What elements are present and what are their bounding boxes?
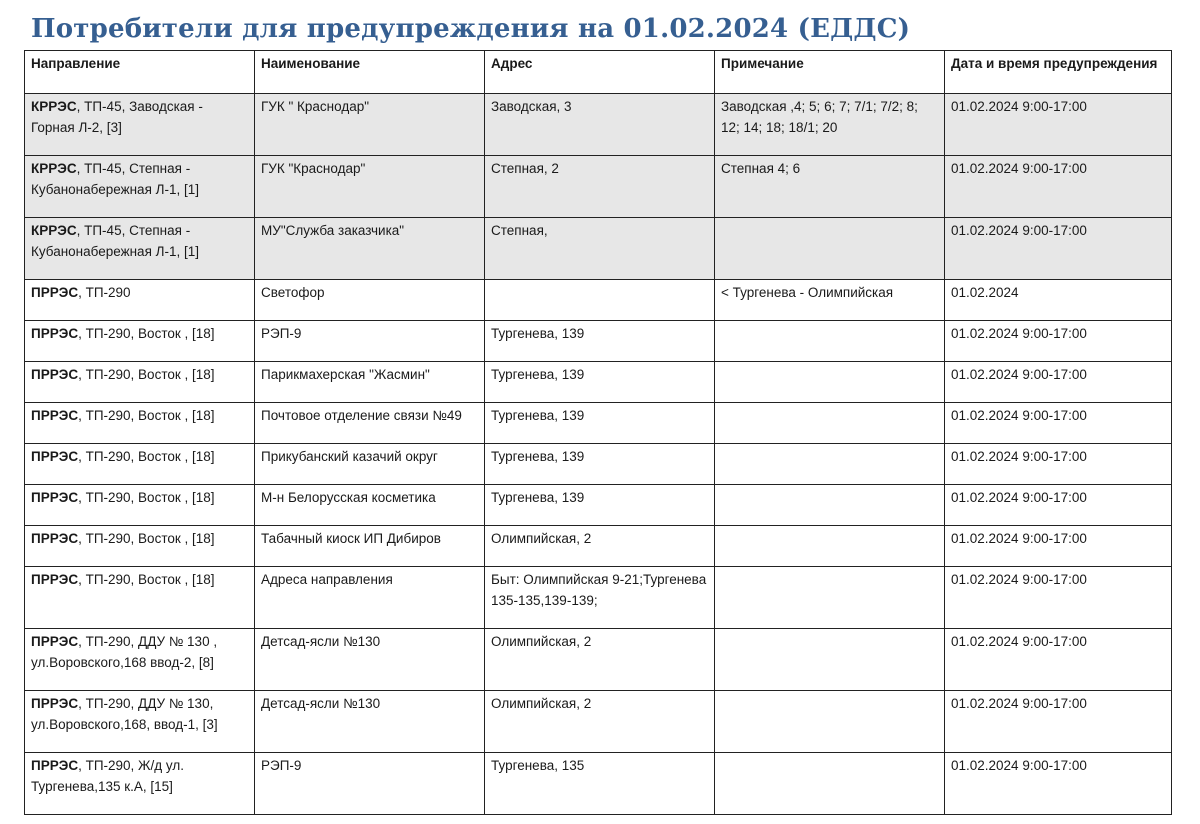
cell-note bbox=[715, 753, 945, 815]
cell-direction bbox=[25, 321, 255, 362]
cell-direction bbox=[25, 526, 255, 567]
cell-name: Почтовое отделение связи №49 bbox=[255, 403, 485, 444]
direction-code: ПРРЭС bbox=[31, 367, 79, 382]
table-row bbox=[25, 156, 1172, 218]
cell-address: Тургенева, 139 bbox=[485, 321, 715, 362]
cell-datetime: 01.02.2024 9:00-17:00 bbox=[945, 94, 1172, 156]
cell-datetime: 01.02.2024 9:00-17:00 bbox=[945, 218, 1172, 280]
cell-note bbox=[715, 526, 945, 567]
cell-note bbox=[715, 403, 945, 444]
cell-direction bbox=[25, 362, 255, 403]
direction-text: , ТП-290, ДДУ № 130, ул.Воровского,168, ввод-1, [3] bbox=[31, 696, 218, 732]
direction-text: , ТП-45, Степная - Кубанонабережная Л-1, [1] bbox=[31, 161, 200, 197]
direction-code: ПРРЭС bbox=[31, 531, 79, 546]
direction-code: ПРРЭС bbox=[31, 326, 79, 341]
direction-code: ПРРЭС bbox=[31, 490, 79, 505]
cell-note: Заводская ,4; 5; 6; 7; 7/1; 7/2; 8; 12; 14; 18; 18/1; 20 bbox=[715, 94, 945, 156]
cell-address: Олимпийская, 2 bbox=[485, 691, 715, 753]
table-row bbox=[25, 567, 1172, 629]
cell-direction bbox=[25, 218, 255, 280]
direction-text: , ТП-290, Ж/д ул. Тургенева,135 к.А, [15] bbox=[31, 758, 184, 794]
cell-name: Адреса направления bbox=[255, 567, 485, 629]
table-row bbox=[25, 526, 1172, 567]
cell-address: Заводская, 3 bbox=[485, 94, 715, 156]
cell-address: Быт: Олимпийская 9-21;Тургенева 135-135,139-139; bbox=[485, 567, 715, 629]
cell-datetime: 01.02.2024 9:00-17:00 bbox=[945, 753, 1172, 815]
cell-datetime: 01.02.2024 9:00-17:00 bbox=[945, 362, 1172, 403]
direction-text: , ТП-290, Восток , [18] bbox=[78, 449, 215, 464]
cell-note bbox=[715, 444, 945, 485]
table-header-row bbox=[25, 51, 1172, 94]
cell-datetime: 01.02.2024 9:00-17:00 bbox=[945, 321, 1172, 362]
cell-address: Тургенева, 139 bbox=[485, 362, 715, 403]
cell-name: Парикмахерская "Жасмин" bbox=[255, 362, 485, 403]
direction-code: ПРРЭС bbox=[31, 696, 79, 711]
cell-note bbox=[715, 362, 945, 403]
cell-name: МУ"Служба заказчика" bbox=[255, 218, 485, 280]
table-row bbox=[25, 218, 1172, 280]
cell-name: Табачный киоск ИП Дибиров bbox=[255, 526, 485, 567]
cell-address: Тургенева, 139 bbox=[485, 485, 715, 526]
cell-name: ГУК "Краснодар" bbox=[255, 156, 485, 218]
cell-name: Прикубанский казачий округ bbox=[255, 444, 485, 485]
table-row bbox=[25, 403, 1172, 444]
cell-datetime: 01.02.2024 9:00-17:00 bbox=[945, 526, 1172, 567]
cell-address: Тургенева, 135 bbox=[485, 753, 715, 815]
cell-note bbox=[715, 691, 945, 753]
cell-address: Олимпийская, 2 bbox=[485, 526, 715, 567]
direction-text: , ТП-45, Степная - Кубанонабережная Л-1, [1] bbox=[31, 223, 200, 259]
cell-address: Олимпийская, 2 bbox=[485, 629, 715, 691]
cell-datetime: 01.02.2024 9:00-17:00 bbox=[945, 403, 1172, 444]
header-direction: Направление bbox=[25, 51, 255, 94]
cell-datetime: 01.02.2024 9:00-17:00 bbox=[945, 156, 1172, 218]
consumers-table bbox=[24, 50, 1172, 815]
cell-direction bbox=[25, 156, 255, 218]
cell-name: Светофор bbox=[255, 280, 485, 321]
table-row bbox=[25, 753, 1172, 815]
direction-text: , ТП-290, Восток , [18] bbox=[78, 408, 215, 423]
cell-address: Степная, 2 bbox=[485, 156, 715, 218]
cell-address: Степная, bbox=[485, 218, 715, 280]
cell-name: Детсад-ясли №130 bbox=[255, 691, 485, 753]
cell-note bbox=[715, 321, 945, 362]
table-row bbox=[25, 444, 1172, 485]
cell-datetime: 01.02.2024 9:00-17:00 bbox=[945, 629, 1172, 691]
table-row bbox=[25, 94, 1172, 156]
cell-direction bbox=[25, 403, 255, 444]
header-note: Примечание bbox=[715, 51, 945, 94]
cell-direction bbox=[25, 567, 255, 629]
cell-direction bbox=[25, 94, 255, 156]
table-row bbox=[25, 691, 1172, 753]
cell-datetime: 01.02.2024 9:00-17:00 bbox=[945, 567, 1172, 629]
cell-datetime: 01.02.2024 bbox=[945, 280, 1172, 321]
consumers-table-container bbox=[24, 50, 1171, 815]
direction-code: ПРРЭС bbox=[31, 634, 79, 649]
header-name: Наименование bbox=[255, 51, 485, 94]
cell-name: ГУК " Краснодар" bbox=[255, 94, 485, 156]
cell-note: < Тургенева - Олимпийская bbox=[715, 280, 945, 321]
direction-text: , ТП-290, Восток , [18] bbox=[78, 531, 215, 546]
table-row bbox=[25, 280, 1172, 321]
cell-note bbox=[715, 485, 945, 526]
cell-name: М-н Белорусская косметика bbox=[255, 485, 485, 526]
direction-code: КРРЭС bbox=[31, 161, 77, 176]
header-address: Адрес bbox=[485, 51, 715, 94]
cell-name: РЭП-9 bbox=[255, 753, 485, 815]
cell-datetime: 01.02.2024 9:00-17:00 bbox=[945, 485, 1172, 526]
cell-direction bbox=[25, 753, 255, 815]
cell-note: Степная 4; 6 bbox=[715, 156, 945, 218]
direction-text: , ТП-290, Восток , [18] bbox=[78, 490, 215, 505]
cell-direction bbox=[25, 485, 255, 526]
cell-note bbox=[715, 218, 945, 280]
cell-address: Тургенева, 139 bbox=[485, 403, 715, 444]
cell-address bbox=[485, 280, 715, 321]
header-datetime: Дата и время предупреждения bbox=[945, 51, 1172, 94]
cell-datetime: 01.02.2024 9:00-17:00 bbox=[945, 444, 1172, 485]
cell-name: РЭП-9 bbox=[255, 321, 485, 362]
cell-note bbox=[715, 629, 945, 691]
direction-code: ПРРЭС bbox=[31, 285, 79, 300]
direction-code: ПРРЭС bbox=[31, 408, 79, 423]
direction-code: ПРРЭС bbox=[31, 572, 79, 587]
direction-text: , ТП-290 bbox=[78, 285, 131, 300]
table-row bbox=[25, 485, 1172, 526]
cell-direction bbox=[25, 444, 255, 485]
cell-direction bbox=[25, 691, 255, 753]
direction-text: , ТП-45, Заводская - Горная Л-2, [3] bbox=[31, 99, 203, 135]
cell-direction bbox=[25, 629, 255, 691]
table-row bbox=[25, 362, 1172, 403]
direction-code: КРРЭС bbox=[31, 223, 77, 238]
direction-code: ПРРЭС bbox=[31, 758, 79, 773]
cell-direction bbox=[25, 280, 255, 321]
cell-name: Детсад-ясли №130 bbox=[255, 629, 485, 691]
direction-code: КРРЭС bbox=[31, 99, 77, 114]
direction-text: , ТП-290, Восток , [18] bbox=[78, 326, 215, 341]
table-row bbox=[25, 629, 1172, 691]
direction-text: , ТП-290, Восток , [18] bbox=[78, 367, 215, 382]
direction-code: ПРРЭС bbox=[31, 449, 79, 464]
cell-datetime: 01.02.2024 9:00-17:00 bbox=[945, 691, 1172, 753]
table-row bbox=[25, 321, 1172, 362]
cell-address: Тургенева, 139 bbox=[485, 444, 715, 485]
direction-text: , ТП-290, ДДУ № 130 , ул.Воровского,168 ввод-2, [8] bbox=[31, 634, 218, 670]
cell-note bbox=[715, 567, 945, 629]
page-title: Потребители для предупреждения на 01.02.2024 (ЕДДС) bbox=[31, 14, 911, 44]
direction-text: , ТП-290, Восток , [18] bbox=[78, 572, 215, 587]
